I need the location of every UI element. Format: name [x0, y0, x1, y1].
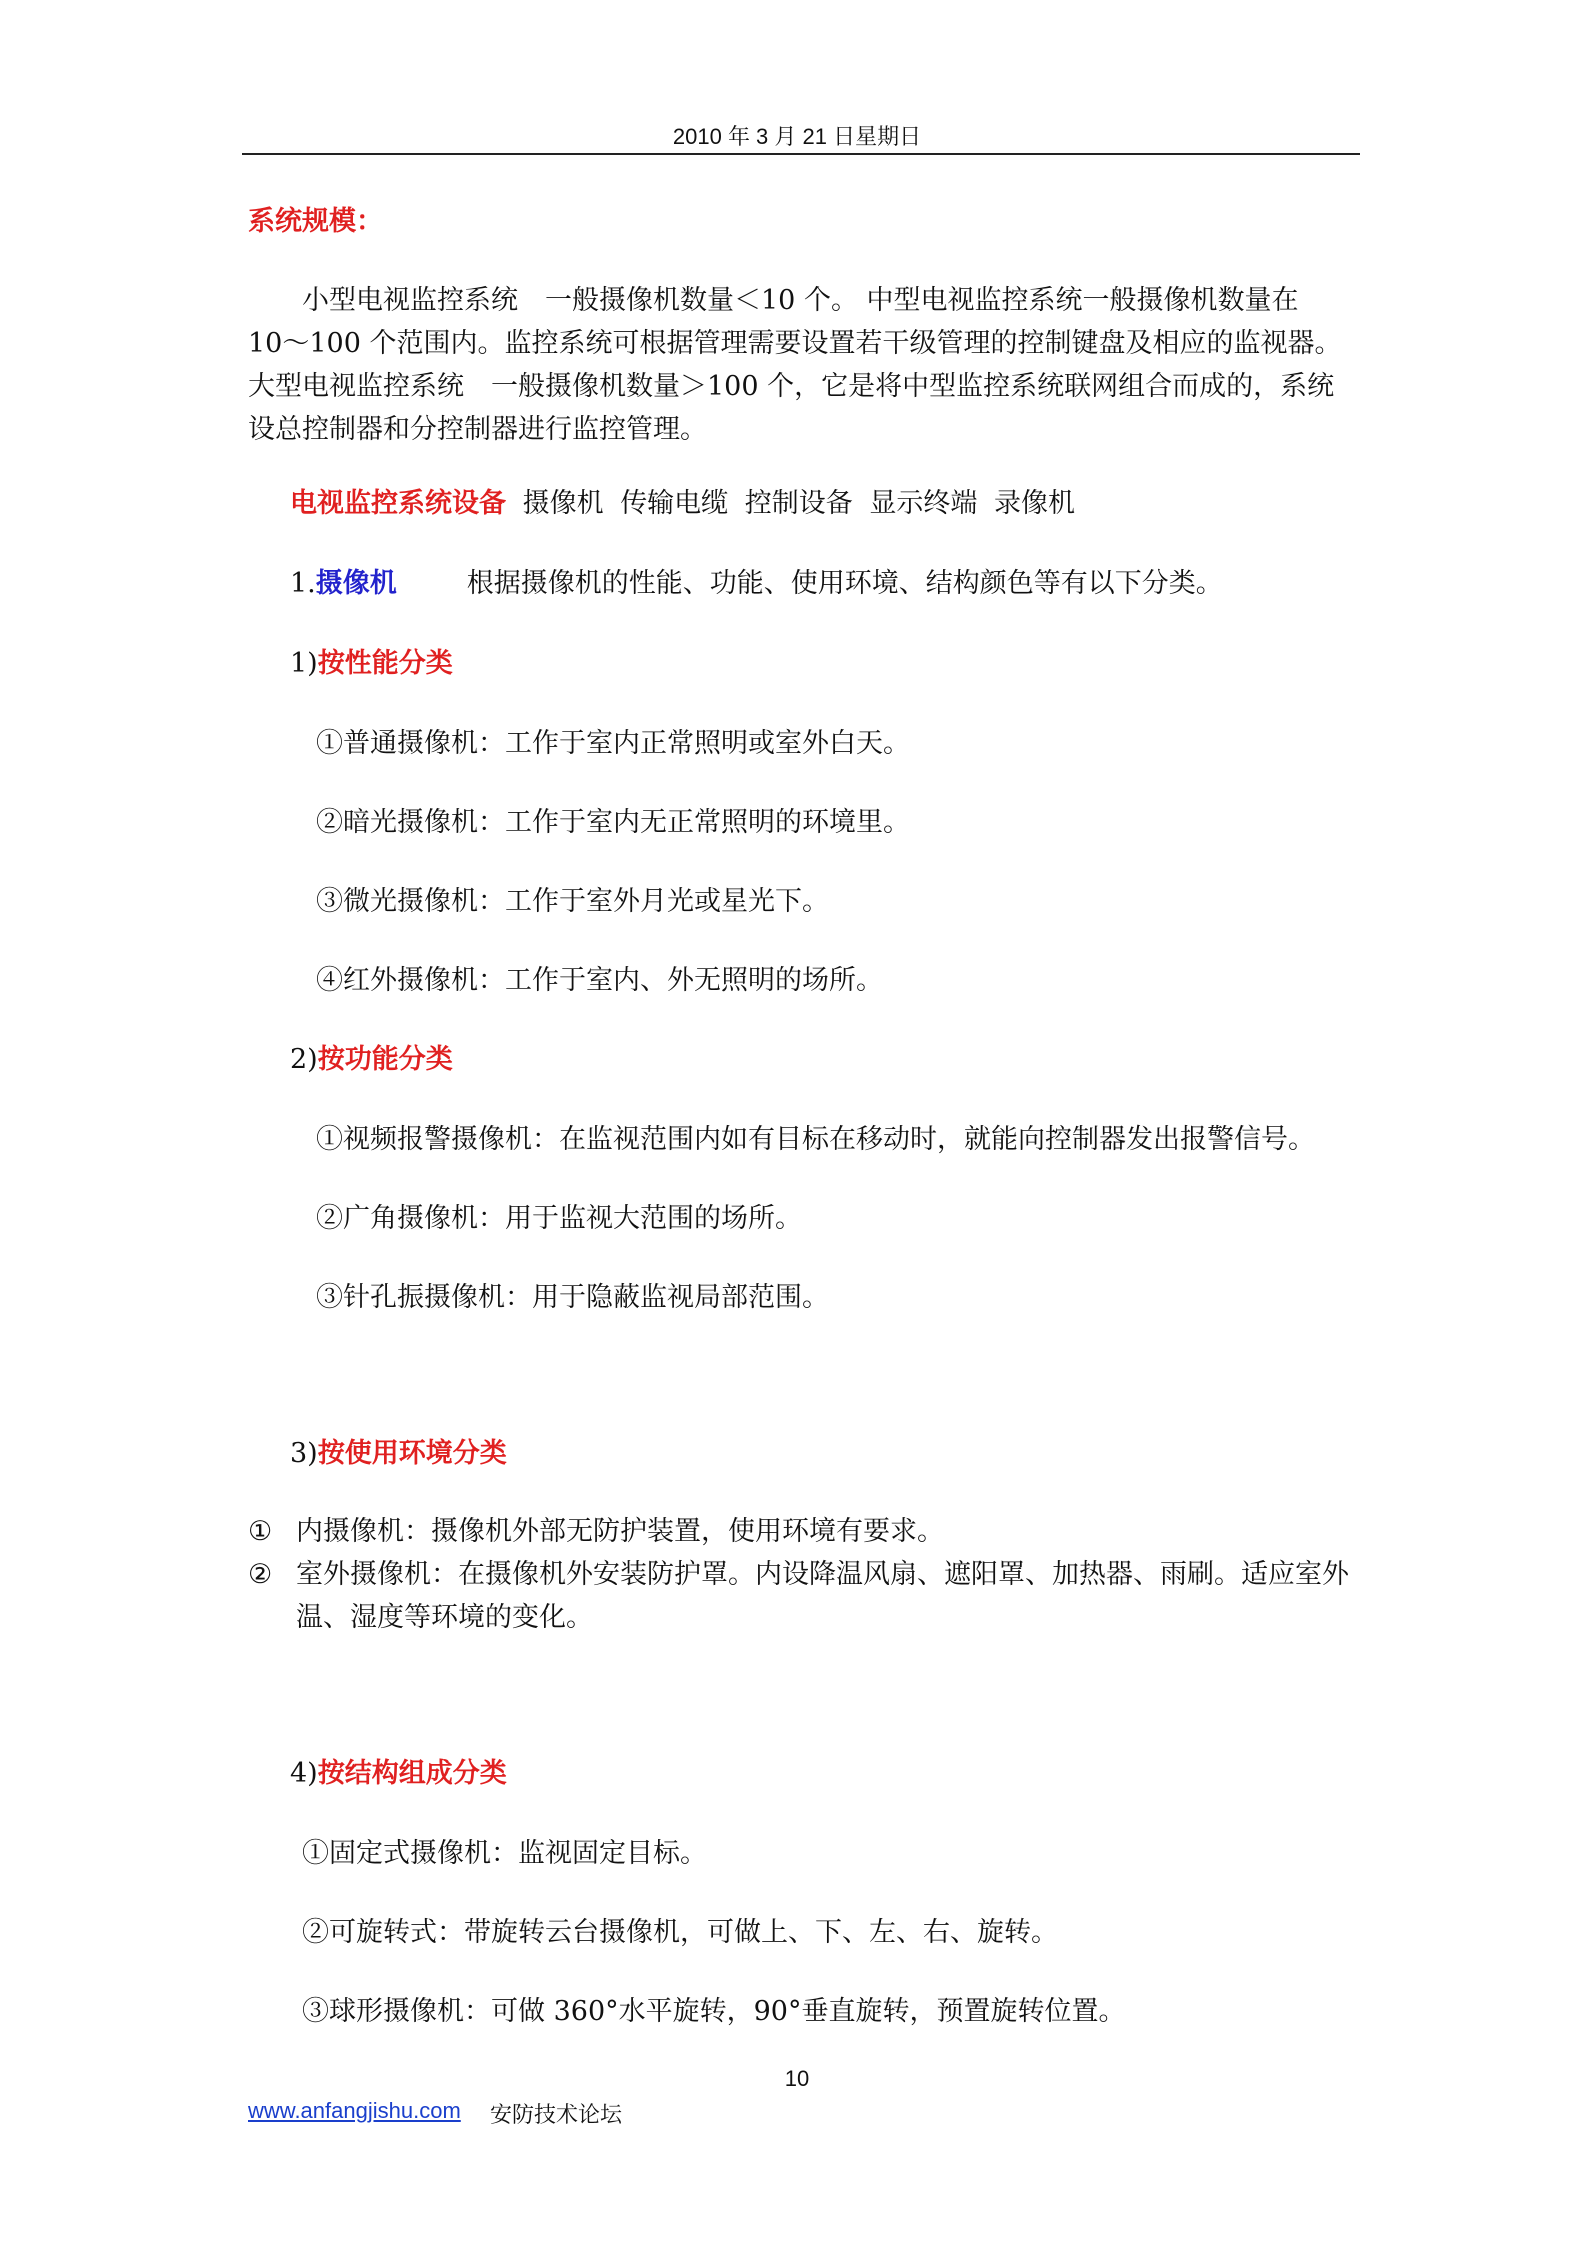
env-heading	[290, 1432, 507, 1475]
struct-prefix: 4)	[290, 1758, 318, 1789]
struct-item: ②可旋转式：带旋转云台摄像机，可做上、下、左、右、旋转。	[302, 1917, 1058, 1948]
func-item: ③针孔振摄像机：用于隐蔽监视局部范围。	[316, 1282, 829, 1313]
env-item	[248, 1510, 1360, 1553]
equipment-item: 录像机	[993, 488, 1075, 519]
perf-item: ③微光摄像机：工作于室外月光或星光下。	[316, 886, 829, 917]
func-item: ②广角摄像机：用于监视大范围的场所。	[316, 1203, 802, 1234]
equipment-line	[290, 482, 1075, 525]
perf-item: ①普通摄像机：工作于室内正常照明或室外白天。	[316, 728, 910, 759]
perf-heading	[290, 642, 453, 685]
perf-prefix: 1)	[290, 648, 318, 679]
scale-line-1: 小型电视监控系统 一般摄像机数量＜10 个。 中型电视监控系统一般摄像机数量在	[302, 285, 1299, 316]
env-item-text: 室外摄像机：在摄像机外安装防护罩。内设降温风扇、遮阳罩、加热器、雨刷。适应室外温、湿度等环境的变化。	[296, 1559, 1349, 1633]
struct-item: ③球形摄像机：可做 360°水平旋转，90°垂直旋转，预置旋转位置。	[302, 1996, 1126, 2027]
env-list	[248, 1510, 1360, 1639]
equipment-item: 显示终端	[869, 488, 978, 519]
perf-item: ②暗光摄像机：工作于室内无正常照明的环境里。	[316, 807, 910, 838]
env-prefix: 3)	[290, 1438, 318, 1469]
camera-heading	[290, 562, 1223, 605]
camera-description: 根据摄像机的性能、功能、使用环境、结构颜色等有以下分类。	[466, 568, 1223, 599]
env-item-mark: ②	[248, 1559, 273, 1590]
func-heading	[290, 1038, 453, 1081]
section-title-scale: 系统规模：	[248, 206, 383, 237]
scale-line-3: 大型电视监控系统 一般摄像机数量＞100 个，它是将中型监控系统联网组合而成的，系统	[248, 371, 1335, 402]
header-date: 2010 年 3 月 21 日星期日	[672, 124, 922, 149]
page-number: 10	[784, 2066, 810, 2091]
header-divider	[242, 153, 1360, 155]
struct-item: ①固定式摄像机：监视固定目标。	[302, 1838, 707, 1869]
footer-forum-name: 安防技术论坛	[490, 2103, 623, 2128]
env-item-mark: ①	[248, 1516, 273, 1547]
env-item-text: 内摄像机：摄像机外部无防护装置，使用环境有要求。	[296, 1516, 944, 1547]
equipment-item: 传输电缆	[620, 488, 729, 519]
struct-title: 按结构组成分类	[317, 1758, 507, 1789]
equipment-item: 控制设备	[744, 488, 853, 519]
func-item: ①视频报警摄像机：在监视范围内如有目标在移动时，就能向控制器发出报警信号。	[316, 1124, 1315, 1155]
camera-number: 1.	[290, 568, 316, 599]
equipment-title: 电视监控系统设备	[290, 488, 506, 519]
equipment-item: 摄像机	[522, 488, 604, 519]
struct-heading	[290, 1752, 507, 1795]
scale-line-2: 10～100 个范围内。监控系统可根据管理需要设置若干级管理的控制键盘及相应的监视器。	[248, 328, 1342, 359]
env-title: 按使用环境分类	[317, 1438, 507, 1469]
perf-item: ④红外摄像机：工作于室内、外无照明的场所。	[316, 965, 883, 996]
footer-website-link[interactable]: www.anfangjishu.com	[248, 2098, 461, 2123]
func-title: 按功能分类	[317, 1044, 453, 1075]
perf-title: 按性能分类	[317, 648, 453, 679]
func-prefix: 2)	[290, 1044, 318, 1075]
env-item	[248, 1553, 1360, 1639]
scale-line-4: 设总控制器和分控制器进行监控管理。	[248, 414, 707, 445]
camera-title: 摄像机	[315, 568, 397, 599]
